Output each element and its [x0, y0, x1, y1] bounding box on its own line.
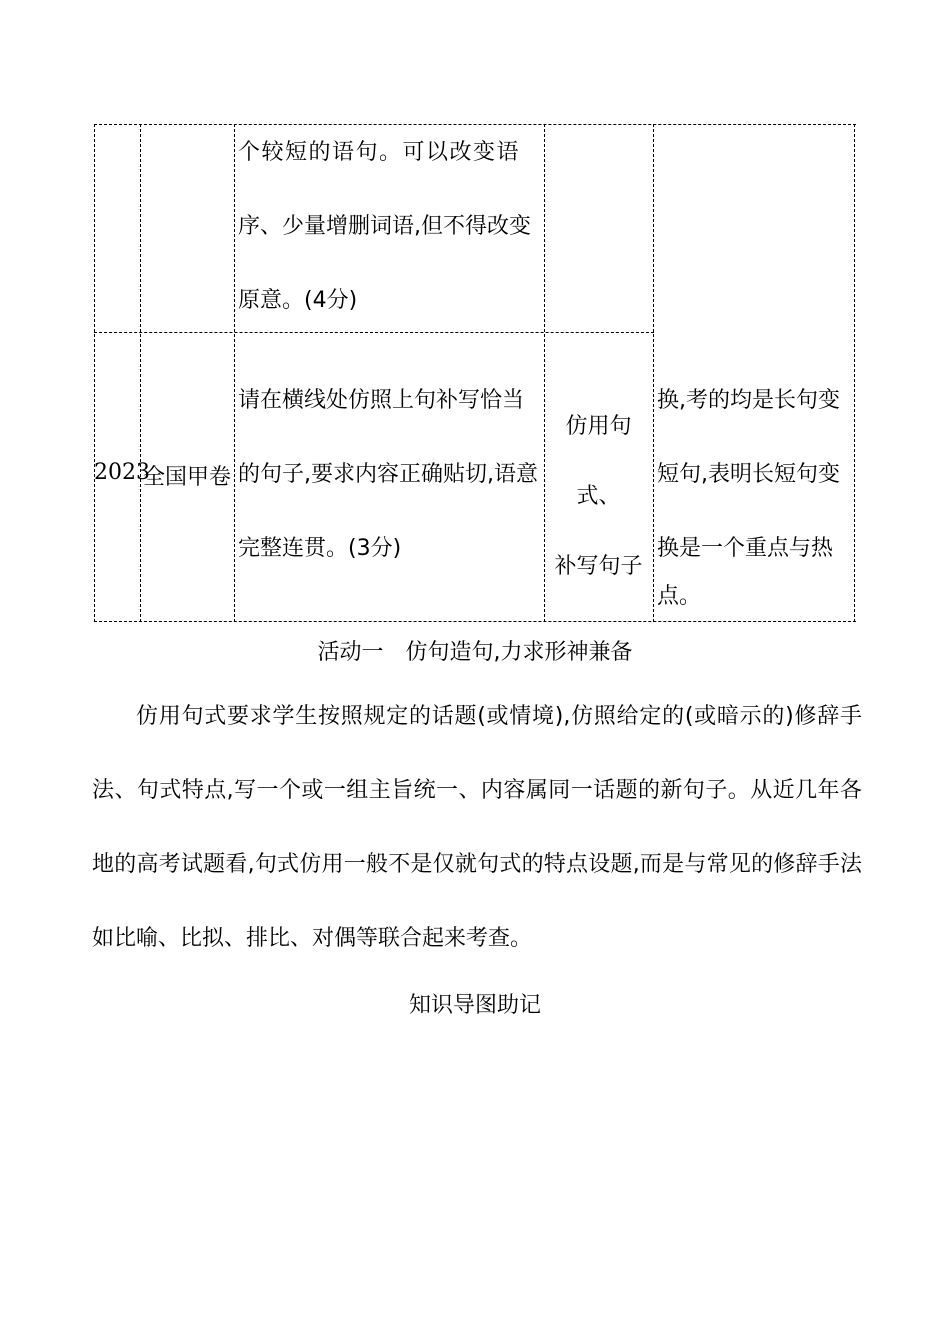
- row1-question-line: 原意。(4分): [238, 288, 358, 313]
- row2-type: [544, 392, 653, 602]
- row1-question-line: 个较短的语句。可以改变语: [238, 140, 521, 165]
- row2-question: [238, 364, 538, 586]
- table-divider-year: [140, 124, 141, 622]
- row1-question: [238, 116, 531, 338]
- note-cell: [657, 364, 840, 608]
- table-divider-paper: [234, 124, 235, 622]
- activity-heading: 活动一 仿句造句,力求形神兼备: [317, 640, 633, 665]
- table-border-bottom: [94, 621, 856, 622]
- body-paragraph: [92, 680, 862, 976]
- paragraph-text: 仿用句式要求学生按照规定的话题(或情境),仿照给定的(或暗示的)修辞手法、句式特点,写一个或一组主旨统一、内容属同一话题的新句子。从近几年各地的高考试题看,句式仿用一般不是仅就句式的特点设题,而是与常见的修辞手法如比喻、比拟、排比、对偶等联合起来考查。: [92, 704, 862, 951]
- row2-question-line: 请在横线处仿照上句补写恰当: [238, 388, 525, 413]
- note-line: 换是一个重点与热: [657, 536, 834, 561]
- row2-paper: 全国甲卷: [142, 465, 231, 490]
- table-divider-type: [653, 124, 654, 622]
- table-border-right: [854, 124, 855, 622]
- row2-question-line: 完整连贯。(3分): [238, 536, 402, 561]
- row2-type-line: 仿用句: [565, 414, 632, 439]
- note-line: 换,考的均是长句变: [657, 388, 840, 413]
- row2-question-line: 的句子,要求内容正确贴切,语意: [238, 462, 538, 487]
- row2-type-line: 式、: [576, 484, 621, 509]
- note-line: 短句,表明长短句变: [657, 462, 840, 487]
- section-heading: 知识导图助记: [408, 993, 541, 1018]
- row2-type-line: 补写句子: [554, 554, 643, 579]
- note-line: 点。: [657, 584, 702, 609]
- exam-table: [94, 124, 856, 622]
- row1-question-line: 序、少量增删词语,但不得改变: [238, 214, 531, 239]
- row2-year: 2023: [94, 460, 150, 485]
- table-border-left: [94, 124, 95, 622]
